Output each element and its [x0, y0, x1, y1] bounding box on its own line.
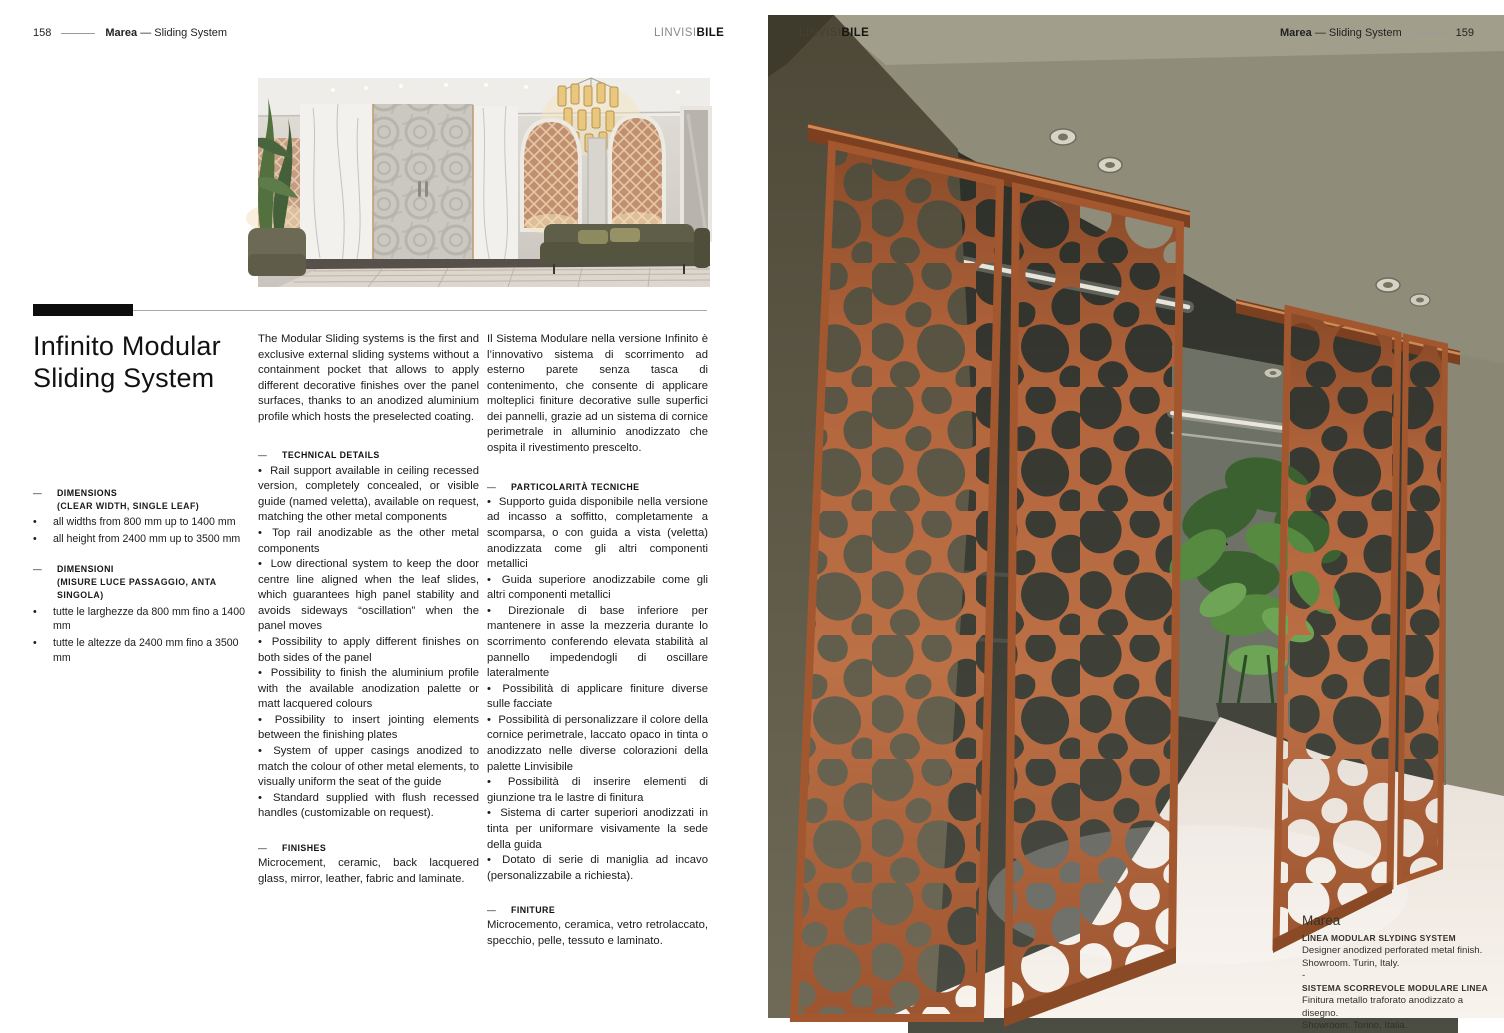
- bullet-item: [487, 853, 708, 884]
- finishes-text-en: Microcement, ceramic, back lacquered glass, mirror, leather, fabric and laminate.: [258, 857, 479, 885]
- arched-screens: [522, 108, 710, 240]
- header-right: [1280, 27, 1474, 39]
- page-title-line1: Infinito Modular: [33, 331, 221, 361]
- bullet-glyph: •: [258, 667, 262, 680]
- brand-prefix: LINVISI: [799, 27, 842, 39]
- bullet-item: [487, 573, 708, 604]
- breadcrumb-product: Marea: [105, 27, 138, 39]
- column-italian: [487, 332, 708, 950]
- bullet-item: [258, 635, 479, 666]
- bullet-text: Possibilità di applicare finiture diverse sulle facciate: [487, 682, 708, 711]
- bullet-item: [258, 713, 479, 744]
- photo-caption: [1302, 913, 1497, 1033]
- dimensions-heading-it: [33, 563, 247, 576]
- bullet-item: [258, 557, 479, 635]
- caption-product: Marea: [1302, 913, 1341, 928]
- bullet-glyph: •: [258, 558, 262, 571]
- dimensions-block: [33, 487, 247, 666]
- brand-prefix: LINVISI: [654, 27, 697, 39]
- bullet-glyph: •: [487, 776, 491, 789]
- marea-panels-photo: [768, 15, 1504, 1032]
- bullet-glyph: •: [487, 682, 491, 695]
- bullet-text: Possibility to apply different finishes on both sides of the panel: [258, 636, 479, 664]
- bullet-text: Possibility to finish the aluminium profile with the available anodization palette or matt lacquered colours: [258, 667, 479, 711]
- bullet-glyph: •: [33, 533, 37, 546]
- dimensions-sub-en: (CLEAR WIDTH, SINGLE LEAF): [57, 501, 200, 512]
- tech-list-it: [487, 495, 708, 884]
- bullet-item: [487, 682, 708, 713]
- bullet-glyph: •: [258, 636, 262, 649]
- bullet-text: all widths from 800 mm up to 1400 mm: [53, 516, 236, 529]
- caption-en-line1: Designer anodized perforated metal finish.: [1302, 944, 1483, 956]
- bullet-item: [487, 495, 708, 573]
- caption-it-line2: Showroom. Torino, Italia.: [1302, 1020, 1408, 1032]
- marea-panels-photo-svg: [768, 15, 1504, 1018]
- bullet-glyph: •: [258, 713, 262, 726]
- sofa-left: [248, 228, 306, 276]
- bullet-text: all height from 2400 mm up to 3500 mm: [53, 533, 241, 546]
- dash-glyph: —: [258, 450, 268, 461]
- finishes-heading-en: [258, 842, 479, 855]
- bullet-glyph: •: [487, 604, 491, 617]
- page-number-right: 159: [1455, 27, 1474, 39]
- bullet-text: Direzionale di base inferiore per mantenere in asse la mezzeria durante lo scorrimento conferendo elevata stabilità al pannello impedendogli di oscillare lateralmente: [487, 604, 708, 680]
- bullet-glyph: •: [33, 605, 37, 618]
- finishes-heading-it-label: FINITURE: [511, 905, 556, 916]
- bullet-item: [33, 636, 247, 666]
- bullet-glyph: •: [33, 637, 37, 650]
- page-title: [33, 330, 221, 395]
- dimensions-heading-en: [33, 487, 247, 500]
- tech-heading-it-label: PARTICOLARITÀ TECNICHE: [511, 481, 640, 492]
- bullet-text: Possibility to insert jointing elements between the finishing plates: [258, 713, 479, 742]
- bullet-text: Supporto guida disponibile nella versione ad incasso a soffitto, completamente a scomparsa, o con guida a vista (veletta) anodizzata come gli altri componenti metallici: [487, 495, 708, 571]
- caption-it-line1: Finitura metallo traforato anodizzato a disegno.: [1302, 994, 1464, 1019]
- bullet-glyph: •: [487, 807, 491, 820]
- column-english: [258, 332, 479, 887]
- dash-glyph: —: [33, 488, 43, 498]
- breadcrumb-right: [1280, 27, 1402, 39]
- bullet-text: Low directional system to keep the door centre line aligned when the leaf slides, which guarantees high panel stability and avoids sideways “oscillation” when the panel moves: [258, 558, 479, 633]
- bullet-text: tutte le larghezze da 800 mm fino a 1400 mm: [53, 605, 245, 633]
- dash-glyph: —: [258, 842, 268, 853]
- dash-glyph: —: [487, 481, 497, 492]
- bullet-glyph: •: [33, 516, 37, 529]
- tech-heading-en: [258, 449, 479, 462]
- header-rule: [61, 33, 95, 34]
- section-rule: [33, 310, 707, 311]
- showroom-photo-svg: [258, 78, 710, 287]
- finishes-text-it: Microcemento, ceramica, vetro retrolaccato, specchio, pelle, tessuto e laminato.: [487, 919, 708, 948]
- bullet-item: [487, 806, 708, 853]
- bullet-item: [33, 605, 247, 635]
- dimensions-heading-it-label: DIMENSIONI: [57, 564, 114, 575]
- bullet-text: Dotato di serie di maniglia ad incavo (personalizzabile a richiesta).: [487, 854, 708, 882]
- bullet-text: Rail support available in ceiling recessed version, completely concealed, or visible guide (named veletta), available on request, matching the other metal components: [258, 464, 479, 524]
- section-bar: [33, 304, 133, 316]
- bullet-text: Possibilità di personalizzare il colore della cornice perimetrale, laccato opaco in tinta o anodizzato nelle diverse colorazioni della palette Linvisibile: [487, 713, 708, 773]
- bullet-text: Standard supplied with flush recessed handles (customizable on request).: [258, 791, 479, 820]
- bullet-text: Top rail anodizable as the other metal components: [258, 526, 479, 555]
- bullet-text: System of upper casings anodized to match the colour of other metal elements, to visually uniform the seat of the guide: [258, 745, 479, 789]
- breadcrumb-section: — Sliding System: [1314, 27, 1402, 39]
- page-title-line2: Sliding System: [33, 363, 215, 394]
- bullet-glyph: •: [258, 745, 262, 758]
- bullet-item: [487, 775, 708, 806]
- tech-heading-en-label: TECHNICAL DETAILS: [282, 450, 380, 461]
- bullet-text: Possibilità di inserire elementi di giunzione tra le lastre di finitura: [487, 776, 708, 804]
- bullet-glyph: •: [258, 464, 262, 477]
- dimensions-list-en: [33, 515, 247, 547]
- bullet-text: Sistema di carter superiori anodizzati in tinta per uniformare visivamente la sede della guida: [487, 807, 708, 851]
- brand-logo: [654, 27, 724, 39]
- bullet-item: [258, 464, 479, 526]
- dimensions-list-it: [33, 605, 247, 666]
- bullet-item: [33, 532, 247, 547]
- showroom-photo: [258, 78, 710, 287]
- breadcrumb-left: [105, 27, 227, 39]
- breadcrumb-section: — Sliding System: [140, 27, 228, 39]
- bullet-text: Guida superiore anodizzabile come gli altri componenti metallici: [487, 573, 708, 602]
- caption-en-line2: Showroom. Turin, Italy.: [1302, 957, 1400, 969]
- dash-glyph: —: [33, 564, 43, 575]
- bullet-item: [487, 713, 708, 775]
- caption-it-title: SISTEMA SCORREVOLE MODULARE LINEA: [1302, 982, 1488, 993]
- finishes-heading-it: [487, 904, 708, 917]
- dimensions-sub-it: (MISURE LUCE PASSAGGIO, ANTA SINGOLA): [57, 577, 217, 601]
- bullet-glyph: •: [258, 791, 262, 804]
- brand-logo-overlay: [799, 27, 869, 39]
- brand-suffix: BILE: [696, 27, 725, 39]
- dash-glyph: —: [487, 905, 497, 916]
- bullet-item: [258, 666, 479, 713]
- bullet-item: [258, 791, 479, 822]
- tech-heading-it: [487, 481, 708, 494]
- dimensions-heading-en-label: DIMENSIONS: [57, 488, 118, 498]
- caption-en-title: LINEA MODULAR SLYDING SYSTEM: [1302, 933, 1456, 943]
- bullet-text: tutte le altezze da 2400 mm fino a 3500 mm: [53, 637, 239, 665]
- bullet-glyph: •: [258, 526, 262, 539]
- breadcrumb-product: Marea: [1279, 27, 1312, 39]
- intro-en: The Modular Sliding systems is the first and exclusive external sliding systems without a containment pocket that allows to apply different decorative finishes over the panel surfaces, thanks to an anodized aluminium profile which hosts the preselected coating.: [258, 333, 479, 423]
- finishes-heading-en-label: FINISHES: [282, 842, 327, 853]
- bullet-glyph: •: [487, 854, 491, 867]
- bullet-glyph: •: [487, 495, 491, 508]
- bullet-item: [33, 515, 247, 530]
- brand-suffix: BILE: [841, 27, 870, 39]
- page-number-left: 158: [33, 27, 52, 39]
- header-rule: [1412, 33, 1446, 34]
- bullet-item: [258, 526, 479, 557]
- caption-separator: -: [1302, 970, 1306, 982]
- bullet-glyph: •: [487, 713, 491, 726]
- bullet-item: [258, 744, 479, 791]
- header-left: [33, 27, 227, 39]
- tech-list-en: [258, 464, 479, 822]
- intro-it: Il Sistema Modulare nella versione Infinito è l’innovativo sistema di scorrimento ad esterno parete senza tasca di contenimento, che consente di applicare molteplici finiture decorative sulle superfici dei pannelli, grazie ad un sistema di cornice perimetrale in alluminio anodizzato che ospita il rivestimento prescelto.: [487, 333, 708, 455]
- bullet-glyph: •: [487, 573, 491, 586]
- bullet-item: [487, 604, 708, 682]
